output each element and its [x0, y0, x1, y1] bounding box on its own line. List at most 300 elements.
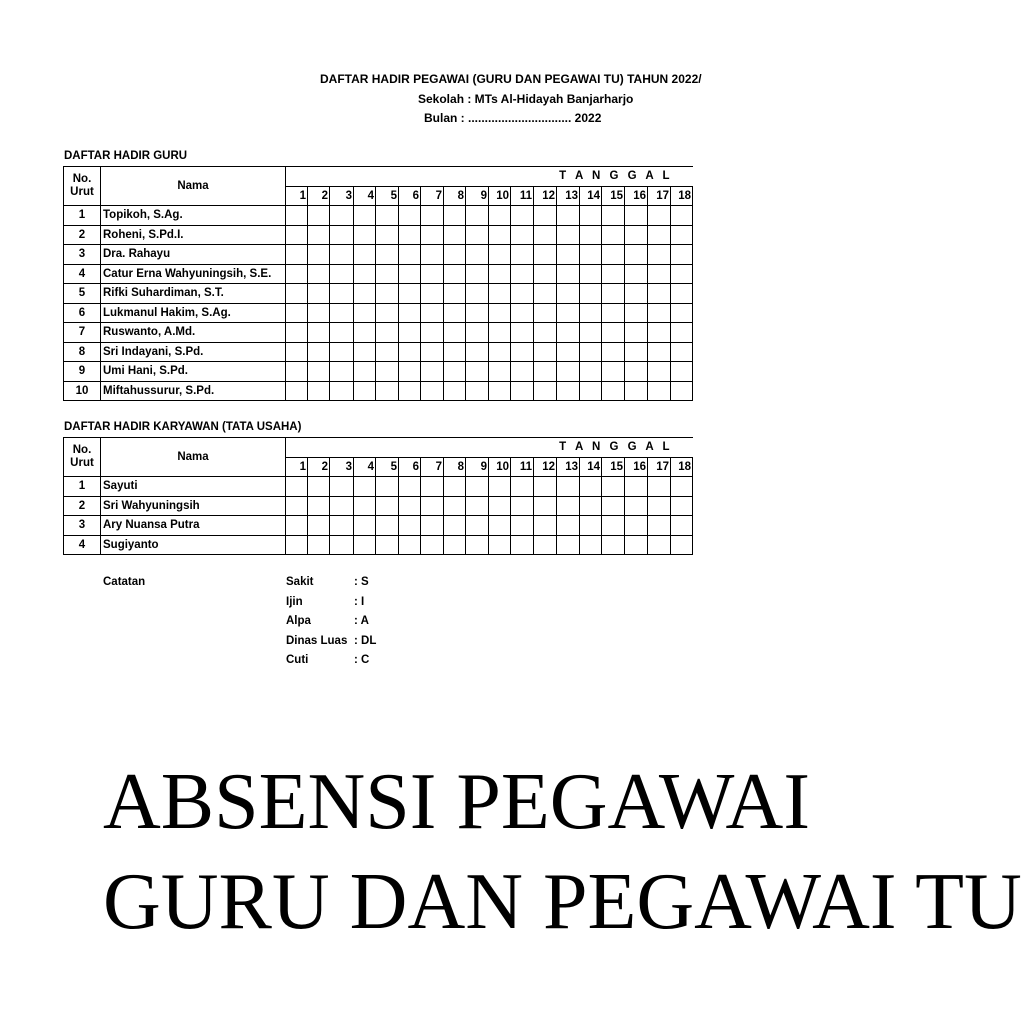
notes-values [354, 573, 376, 671]
attendance-cell[interactable] [421, 362, 444, 382]
attendance-cell[interactable] [580, 535, 602, 555]
attendance-cell[interactable] [466, 245, 489, 265]
attendance-cell[interactable] [580, 264, 602, 284]
attendance-cell[interactable] [444, 264, 466, 284]
attendance-cell[interactable] [354, 225, 376, 245]
attendance-cell[interactable] [511, 303, 534, 323]
attendance-cell[interactable] [534, 303, 557, 323]
attendance-cell[interactable] [671, 362, 693, 382]
attendance-cell[interactable] [534, 342, 557, 362]
attendance-cell[interactable] [330, 381, 354, 401]
day-header: 14 [580, 457, 602, 477]
attendance-cell[interactable] [534, 284, 557, 304]
day-header: 6 [399, 186, 421, 206]
attendance-cell[interactable] [354, 516, 376, 536]
attendance-cell[interactable] [534, 264, 557, 284]
attendance-cell[interactable] [602, 206, 625, 226]
attendance-cell[interactable] [489, 245, 511, 265]
attendance-cell[interactable] [308, 245, 330, 265]
day-header: 9 [466, 457, 489, 477]
attendance-cell[interactable] [534, 362, 557, 382]
attendance-cell[interactable] [671, 477, 693, 497]
attendance-cell[interactable] [671, 303, 693, 323]
attendance-cell[interactable] [444, 245, 466, 265]
day-header: 9 [466, 186, 489, 206]
row-number: 4 [64, 535, 101, 555]
attendance-cell[interactable] [286, 496, 308, 516]
attendance-cell[interactable] [580, 245, 602, 265]
attendance-cell[interactable] [489, 496, 511, 516]
attendance-cell[interactable] [671, 264, 693, 284]
day-header: 13 [557, 457, 580, 477]
big-title-line-2: GURU DAN PEGAWAI TU [103, 858, 1022, 946]
day-header: 17 [648, 457, 671, 477]
attendance-cell[interactable] [602, 381, 625, 401]
attendance-cell[interactable] [671, 284, 693, 304]
attendance-cell[interactable] [625, 303, 648, 323]
attendance-cell[interactable] [648, 303, 671, 323]
attendance-cell[interactable] [330, 323, 354, 343]
attendance-cell[interactable] [421, 323, 444, 343]
attendance-cell[interactable] [421, 535, 444, 555]
attendance-cell[interactable] [286, 381, 308, 401]
attendance-cell[interactable] [466, 342, 489, 362]
legend-key: Ijin [286, 595, 303, 608]
row-number: 10 [64, 381, 101, 401]
attendance-cell[interactable] [671, 535, 693, 555]
attendance-cell[interactable] [330, 362, 354, 382]
attendance-cell[interactable] [534, 225, 557, 245]
attendance-cell[interactable] [602, 264, 625, 284]
attendance-cell[interactable] [330, 342, 354, 362]
attendance-cell[interactable] [466, 284, 489, 304]
attendance-cell[interactable] [489, 264, 511, 284]
day-header: 16 [625, 186, 648, 206]
attendance-cell[interactable] [557, 342, 580, 362]
attendance-cell[interactable] [534, 206, 557, 226]
attendance-cell[interactable] [308, 362, 330, 382]
attendance-cell[interactable] [557, 264, 580, 284]
attendance-cell[interactable] [466, 303, 489, 323]
attendance-cell[interactable] [444, 303, 466, 323]
attendance-cell[interactable] [557, 477, 580, 497]
attendance-cell[interactable] [534, 245, 557, 265]
attendance-cell[interactable] [444, 535, 466, 555]
attendance-cell[interactable] [557, 206, 580, 226]
attendance-cell[interactable] [602, 245, 625, 265]
attendance-cell[interactable] [354, 381, 376, 401]
attendance-cell[interactable] [421, 496, 444, 516]
attendance-cell[interactable] [511, 516, 534, 536]
attendance-cell[interactable] [444, 323, 466, 343]
attendance-cell[interactable] [376, 206, 399, 226]
day-header: 5 [376, 457, 399, 477]
table-row [64, 284, 693, 304]
staff-attendance-table [63, 437, 693, 555]
day-header: 5 [376, 186, 399, 206]
attendance-cell[interactable] [466, 362, 489, 382]
attendance-cell[interactable] [444, 381, 466, 401]
attendance-cell[interactable] [648, 342, 671, 362]
attendance-cell[interactable] [648, 264, 671, 284]
attendance-cell[interactable] [421, 284, 444, 304]
attendance-cell[interactable] [354, 362, 376, 382]
attendance-cell[interactable] [330, 264, 354, 284]
attendance-cell[interactable] [399, 264, 421, 284]
attendance-cell[interactable] [648, 516, 671, 536]
attendance-cell[interactable] [354, 245, 376, 265]
attendance-cell[interactable] [625, 225, 648, 245]
attendance-cell[interactable] [489, 535, 511, 555]
attendance-cell[interactable] [557, 535, 580, 555]
row-number: 2 [64, 225, 101, 245]
attendance-cell[interactable] [444, 206, 466, 226]
attendance-cell[interactable] [286, 362, 308, 382]
attendance-cell[interactable] [671, 245, 693, 265]
attendance-cell[interactable] [286, 342, 308, 362]
attendance-cell[interactable] [444, 516, 466, 536]
attendance-cell[interactable] [308, 516, 330, 536]
attendance-cell[interactable] [376, 303, 399, 323]
attendance-cell[interactable] [602, 342, 625, 362]
table-row [64, 323, 693, 343]
attendance-cell[interactable] [671, 516, 693, 536]
attendance-cell[interactable] [376, 535, 399, 555]
attendance-cell[interactable] [308, 381, 330, 401]
attendance-cell[interactable] [308, 342, 330, 362]
attendance-cell[interactable] [330, 206, 354, 226]
attendance-cell[interactable] [557, 496, 580, 516]
notes-keys [286, 573, 347, 671]
attendance-cell[interactable] [511, 381, 534, 401]
attendance-cell[interactable] [399, 342, 421, 362]
attendance-cell[interactable] [534, 323, 557, 343]
row-number: 3 [64, 516, 101, 536]
attendance-cell[interactable] [511, 206, 534, 226]
attendance-cell[interactable] [534, 516, 557, 536]
attendance-cell[interactable] [308, 264, 330, 284]
attendance-cell[interactable] [489, 477, 511, 497]
attendance-cell[interactable] [557, 516, 580, 536]
attendance-cell[interactable] [489, 323, 511, 343]
attendance-cell[interactable] [286, 477, 308, 497]
attendance-cell[interactable] [354, 342, 376, 362]
attendance-cell[interactable] [308, 284, 330, 304]
big-title-line-1: ABSENSI PEGAWAI [103, 758, 810, 846]
attendance-cell[interactable] [625, 496, 648, 516]
attendance-cell[interactable] [557, 323, 580, 343]
attendance-cell[interactable] [286, 206, 308, 226]
attendance-cell[interactable] [421, 381, 444, 401]
row-number: 3 [64, 245, 101, 265]
attendance-cell[interactable] [580, 477, 602, 497]
attendance-cell[interactable] [534, 535, 557, 555]
attendance-cell[interactable] [466, 264, 489, 284]
attendance-cell[interactable] [580, 381, 602, 401]
attendance-cell[interactable] [330, 516, 354, 536]
attendance-cell[interactable] [648, 245, 671, 265]
attendance-cell[interactable] [330, 245, 354, 265]
employee-name: Sri Wahyuningsih [101, 496, 286, 516]
attendance-cell[interactable] [330, 225, 354, 245]
day-header: 3 [330, 457, 354, 477]
day-header: 10 [489, 457, 511, 477]
attendance-cell[interactable] [489, 362, 511, 382]
row-number: 7 [64, 323, 101, 343]
table-row [64, 381, 693, 401]
attendance-cell[interactable] [421, 303, 444, 323]
attendance-cell[interactable] [330, 284, 354, 304]
attendance-cell[interactable] [421, 225, 444, 245]
attendance-cell[interactable] [421, 342, 444, 362]
attendance-cell[interactable] [602, 303, 625, 323]
attendance-cell[interactable] [286, 303, 308, 323]
attendance-cell[interactable] [376, 477, 399, 497]
attendance-cell[interactable] [511, 362, 534, 382]
attendance-cell[interactable] [421, 516, 444, 536]
attendance-cell[interactable] [625, 264, 648, 284]
attendance-cell[interactable] [308, 496, 330, 516]
attendance-cell[interactable] [466, 206, 489, 226]
attendance-cell[interactable] [466, 535, 489, 555]
attendance-cell[interactable] [580, 225, 602, 245]
attendance-cell[interactable] [376, 323, 399, 343]
attendance-cell[interactable] [286, 323, 308, 343]
attendance-cell[interactable] [602, 496, 625, 516]
attendance-cell[interactable] [648, 477, 671, 497]
attendance-cell[interactable] [308, 323, 330, 343]
attendance-cell[interactable] [444, 362, 466, 382]
attendance-cell[interactable] [671, 225, 693, 245]
attendance-cell[interactable] [376, 362, 399, 382]
attendance-cell[interactable] [534, 496, 557, 516]
attendance-cell[interactable] [308, 303, 330, 323]
attendance-cell[interactable] [399, 362, 421, 382]
attendance-cell[interactable] [625, 284, 648, 304]
attendance-cell[interactable] [354, 206, 376, 226]
attendance-cell[interactable] [648, 206, 671, 226]
table-row [64, 225, 693, 245]
attendance-cell[interactable] [421, 477, 444, 497]
attendance-cell[interactable] [511, 225, 534, 245]
attendance-cell[interactable] [534, 477, 557, 497]
day-header: 11 [511, 186, 534, 206]
attendance-cell[interactable] [399, 245, 421, 265]
attendance-cell[interactable] [444, 225, 466, 245]
attendance-cell[interactable] [602, 477, 625, 497]
attendance-cell[interactable] [354, 303, 376, 323]
attendance-cell[interactable] [602, 284, 625, 304]
attendance-cell[interactable] [625, 206, 648, 226]
row-number: 5 [64, 284, 101, 304]
attendance-cell[interactable] [648, 225, 671, 245]
attendance-cell[interactable] [376, 381, 399, 401]
attendance-cell[interactable] [399, 477, 421, 497]
attendance-cell[interactable] [557, 303, 580, 323]
attendance-cell[interactable] [421, 206, 444, 226]
attendance-cell[interactable] [557, 284, 580, 304]
day-header: 14 [580, 186, 602, 206]
attendance-cell[interactable] [625, 323, 648, 343]
attendance-cell[interactable] [625, 245, 648, 265]
attendance-cell[interactable] [399, 535, 421, 555]
attendance-cell[interactable] [580, 362, 602, 382]
day-header: 12 [534, 186, 557, 206]
attendance-cell[interactable] [671, 496, 693, 516]
attendance-cell[interactable] [376, 516, 399, 536]
attendance-cell[interactable] [308, 535, 330, 555]
attendance-cell[interactable] [286, 225, 308, 245]
attendance-cell[interactable] [511, 245, 534, 265]
attendance-cell[interactable] [511, 496, 534, 516]
attendance-cell[interactable] [376, 264, 399, 284]
attendance-cell[interactable] [399, 381, 421, 401]
attendance-cell[interactable] [648, 535, 671, 555]
attendance-cell[interactable] [286, 245, 308, 265]
attendance-cell[interactable] [557, 381, 580, 401]
employee-name: Lukmanul Hakim, S.Ag. [101, 303, 286, 323]
attendance-cell[interactable] [602, 535, 625, 555]
attendance-cell[interactable] [511, 264, 534, 284]
day-header: 6 [399, 457, 421, 477]
employee-name: Roheni, S.Pd.I. [101, 225, 286, 245]
attendance-cell[interactable] [354, 323, 376, 343]
attendance-cell[interactable] [602, 516, 625, 536]
attendance-cell[interactable] [489, 516, 511, 536]
attendance-cell[interactable] [466, 381, 489, 401]
attendance-cell[interactable] [330, 477, 354, 497]
attendance-cell[interactable] [489, 381, 511, 401]
attendance-cell[interactable] [376, 245, 399, 265]
row-number: 1 [64, 206, 101, 226]
attendance-cell[interactable] [671, 323, 693, 343]
attendance-cell[interactable] [308, 225, 330, 245]
attendance-cell[interactable] [354, 496, 376, 516]
row-number: 2 [64, 496, 101, 516]
attendance-cell[interactable] [489, 284, 511, 304]
attendance-cell[interactable] [602, 225, 625, 245]
attendance-cell[interactable] [399, 225, 421, 245]
attendance-cell[interactable] [671, 342, 693, 362]
attendance-cell[interactable] [625, 535, 648, 555]
attendance-cell[interactable] [466, 323, 489, 343]
employee-name: Sayuti [101, 477, 286, 497]
attendance-cell[interactable] [511, 323, 534, 343]
attendance-cell[interactable] [376, 225, 399, 245]
attendance-cell[interactable] [421, 264, 444, 284]
attendance-cell[interactable] [671, 206, 693, 226]
attendance-cell[interactable] [489, 342, 511, 362]
attendance-cell[interactable] [399, 206, 421, 226]
attendance-cell[interactable] [511, 284, 534, 304]
col-header-name: Nama [101, 438, 286, 477]
attendance-cell[interactable] [648, 362, 671, 382]
attendance-cell[interactable] [399, 323, 421, 343]
attendance-cell[interactable] [354, 264, 376, 284]
attendance-cell[interactable] [399, 303, 421, 323]
attendance-cell[interactable] [557, 362, 580, 382]
attendance-cell[interactable] [580, 342, 602, 362]
attendance-cell[interactable] [602, 323, 625, 343]
attendance-cell[interactable] [286, 284, 308, 304]
attendance-cell[interactable] [580, 496, 602, 516]
attendance-cell[interactable] [648, 381, 671, 401]
attendance-cell[interactable] [625, 342, 648, 362]
attendance-cell[interactable] [330, 496, 354, 516]
attendance-cell[interactable] [625, 516, 648, 536]
attendance-cell[interactable] [444, 284, 466, 304]
attendance-cell[interactable] [580, 516, 602, 536]
attendance-cell[interactable] [511, 535, 534, 555]
employee-name: Dra. Rahayu [101, 245, 286, 265]
col-header-date: T A N G G A L [286, 167, 693, 187]
attendance-cell[interactable] [580, 323, 602, 343]
attendance-cell[interactable] [399, 496, 421, 516]
attendance-cell[interactable] [286, 535, 308, 555]
attendance-cell[interactable] [580, 303, 602, 323]
attendance-cell[interactable] [534, 381, 557, 401]
attendance-cell[interactable] [625, 381, 648, 401]
attendance-cell[interactable] [625, 362, 648, 382]
attendance-cell[interactable] [580, 284, 602, 304]
attendance-cell[interactable] [671, 381, 693, 401]
attendance-cell[interactable] [376, 496, 399, 516]
attendance-cell[interactable] [330, 303, 354, 323]
attendance-cell[interactable] [444, 496, 466, 516]
attendance-cell[interactable] [648, 284, 671, 304]
day-header: 2 [308, 186, 330, 206]
attendance-cell[interactable] [444, 477, 466, 497]
attendance-cell[interactable] [354, 535, 376, 555]
legend-value: : S [354, 576, 369, 588]
attendance-cell[interactable] [376, 342, 399, 362]
attendance-cell[interactable] [511, 477, 534, 497]
attendance-cell[interactable] [330, 535, 354, 555]
attendance-cell[interactable] [286, 516, 308, 536]
attendance-cell[interactable] [421, 245, 444, 265]
attendance-cell[interactable] [466, 496, 489, 516]
attendance-cell[interactable] [354, 284, 376, 304]
attendance-cell[interactable] [466, 477, 489, 497]
attendance-cell[interactable] [580, 206, 602, 226]
attendance-cell[interactable] [376, 284, 399, 304]
attendance-cell[interactable] [466, 516, 489, 536]
attendance-cell[interactable] [489, 225, 511, 245]
attendance-cell[interactable] [286, 264, 308, 284]
attendance-cell[interactable] [308, 206, 330, 226]
attendance-cell[interactable] [625, 477, 648, 497]
attendance-cell[interactable] [602, 362, 625, 382]
big-title [103, 752, 1022, 952]
attendance-cell[interactable] [511, 342, 534, 362]
attendance-cell[interactable] [648, 323, 671, 343]
attendance-cell[interactable] [308, 477, 330, 497]
attendance-cell[interactable] [399, 516, 421, 536]
attendance-cell[interactable] [399, 284, 421, 304]
attendance-cell[interactable] [466, 225, 489, 245]
attendance-cell[interactable] [557, 225, 580, 245]
attendance-cell[interactable] [489, 206, 511, 226]
attendance-cell[interactable] [489, 303, 511, 323]
employee-name: Rifki Suhardiman, S.T. [101, 284, 286, 304]
attendance-cell[interactable] [354, 477, 376, 497]
table-row [64, 264, 693, 284]
day-header: 3 [330, 186, 354, 206]
attendance-cell[interactable] [557, 245, 580, 265]
day-header: 2 [308, 457, 330, 477]
attendance-cell[interactable] [444, 342, 466, 362]
attendance-cell[interactable] [648, 496, 671, 516]
